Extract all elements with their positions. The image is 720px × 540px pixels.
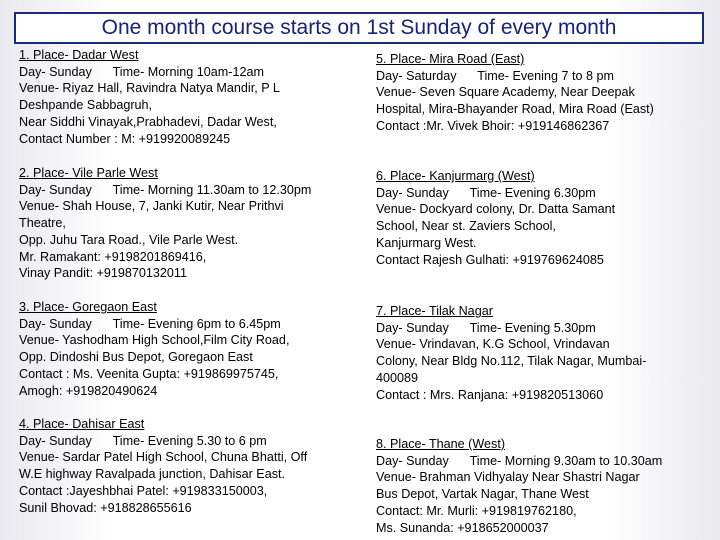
- venue-line: Venue- Dockyard colony, Dr. Datta Samant: [376, 202, 616, 217]
- venue-line: Venue- Seven Square Academy, Near Deepak: [376, 85, 635, 100]
- venue-line: Opp. Dindoshi Bus Depot, Goregaon East: [19, 350, 253, 365]
- contact-line: Sunil Bhovad: +918828655616: [19, 500, 192, 515]
- place-heading: 3. Place- Goregaon East: [19, 300, 157, 314]
- location-entry-7: [376, 303, 646, 403]
- contact-line: Vinay Pandit: +919870132011: [19, 266, 187, 281]
- venue-line: Deshpande Sabbagruh,: [19, 98, 153, 113]
- schedule-line: Day- Sunday Time- Evening 6pm to 6.45pm: [19, 316, 281, 331]
- contact-line: Contact :Mr. Vivek Bhoir: +919146862367: [376, 118, 610, 133]
- schedule-line: Day- Sunday Time- Evening 5.30 to 6 pm: [19, 433, 267, 448]
- venue-line: W.E highway Ravalpada junction, Dahisar East.: [19, 467, 286, 482]
- contact-line: Amogh: +919820490624: [19, 383, 158, 398]
- venue-line: Hospital, Mira-Bhayander Road, Mira Road (East): [376, 102, 654, 117]
- page-title: One month course starts on 1st Sunday of every month: [14, 12, 704, 44]
- schedule-line: Day- Sunday Time- Evening 6.30pm: [376, 185, 596, 200]
- contact-line: Contact : Ms. Veenita Gupta: +919869975745,: [19, 366, 279, 381]
- location-entry-5: [376, 51, 654, 135]
- contact-line: Contact Rajesh Gulhati: +919769624085: [376, 252, 604, 267]
- schedule-line: Day- Sunday Time- Morning 11.30am to 12.30pm: [19, 182, 312, 197]
- venue-line: Kanjurmarg West.: [376, 235, 477, 250]
- contact-line: Contact Number : M: +919920089245: [19, 131, 231, 146]
- venue-line: Near Siddhi Vinayak,Prabhadevi, Dadar West,: [19, 114, 277, 129]
- venue-line: Venue- Yashodham High School,Film City Road,: [19, 333, 290, 348]
- schedule-line: Day- Sunday Time- Morning 10am-12am: [19, 64, 264, 79]
- venue-line: Bus Depot, Vartak Nagar, Thane West: [376, 487, 589, 502]
- contact-line: Contact : Mrs. Ranjana: +919820513060: [376, 387, 604, 402]
- location-entry-8: [376, 436, 662, 536]
- location-entry-4: [19, 416, 307, 516]
- contact-line: Contact :Jayeshbhai Patel: +919833150003,: [19, 483, 268, 498]
- place-heading: 6. Place- Kanjurmarg (West): [376, 169, 535, 183]
- venue-line: Venue- Shah House, 7, Janki Kutir, Near Prithvi: [19, 199, 284, 214]
- place-heading: 7. Place- Tilak Nagar: [376, 304, 493, 318]
- schedule-line: Day- Sunday Time- Evening 5.30pm: [376, 320, 596, 335]
- place-heading: 4. Place- Dahisar East: [19, 417, 145, 431]
- venue-line: Venue- Vrindavan, K.G School, Vrindavan: [376, 337, 610, 352]
- venue-line: 400089: [376, 370, 419, 385]
- location-entry-6: [376, 168, 615, 268]
- place-heading: 5. Place- Mira Road (East): [376, 52, 525, 66]
- venue-line: Theatre,: [19, 216, 66, 231]
- schedule-line: Day- Saturday Time- Evening 7 to 8 pm: [376, 68, 614, 83]
- contact-line: Mr. Ramakant: +9198201869416,: [19, 249, 207, 264]
- venue-line: Venue- Brahman Vidhyalay Near Shastri Nagar: [376, 470, 640, 485]
- location-entry-2: [19, 165, 311, 282]
- venue-line: Venue- Sardar Patel High School, Chuna Bhatti, Off: [19, 450, 308, 465]
- place-heading: 2. Place- Vile Parle West: [19, 166, 158, 180]
- venue-line: Opp. Juhu Tara Road., Vile Parle West.: [19, 232, 239, 247]
- location-entry-1: [19, 47, 280, 147]
- contact-line: Contact: Mr. Murli: +919819762180,: [376, 503, 577, 518]
- venue-line: Venue- Riyaz Hall, Ravindra Natya Mandir, P L: [19, 81, 280, 96]
- location-entry-3: [19, 299, 289, 399]
- place-heading: 8. Place- Thane (West): [376, 437, 506, 451]
- venue-line: School, Near st. Zaviers School,: [376, 219, 556, 234]
- venue-line: Colony, Near Bldg No.112, Tilak Nagar, Mumbai-: [376, 354, 647, 369]
- schedule-line: Day- Sunday Time- Morning 9.30am to 10.30am: [376, 453, 663, 468]
- contact-line: Ms. Sunanda: +918652000037: [376, 520, 549, 535]
- place-heading: 1. Place- Dadar West: [19, 48, 139, 62]
